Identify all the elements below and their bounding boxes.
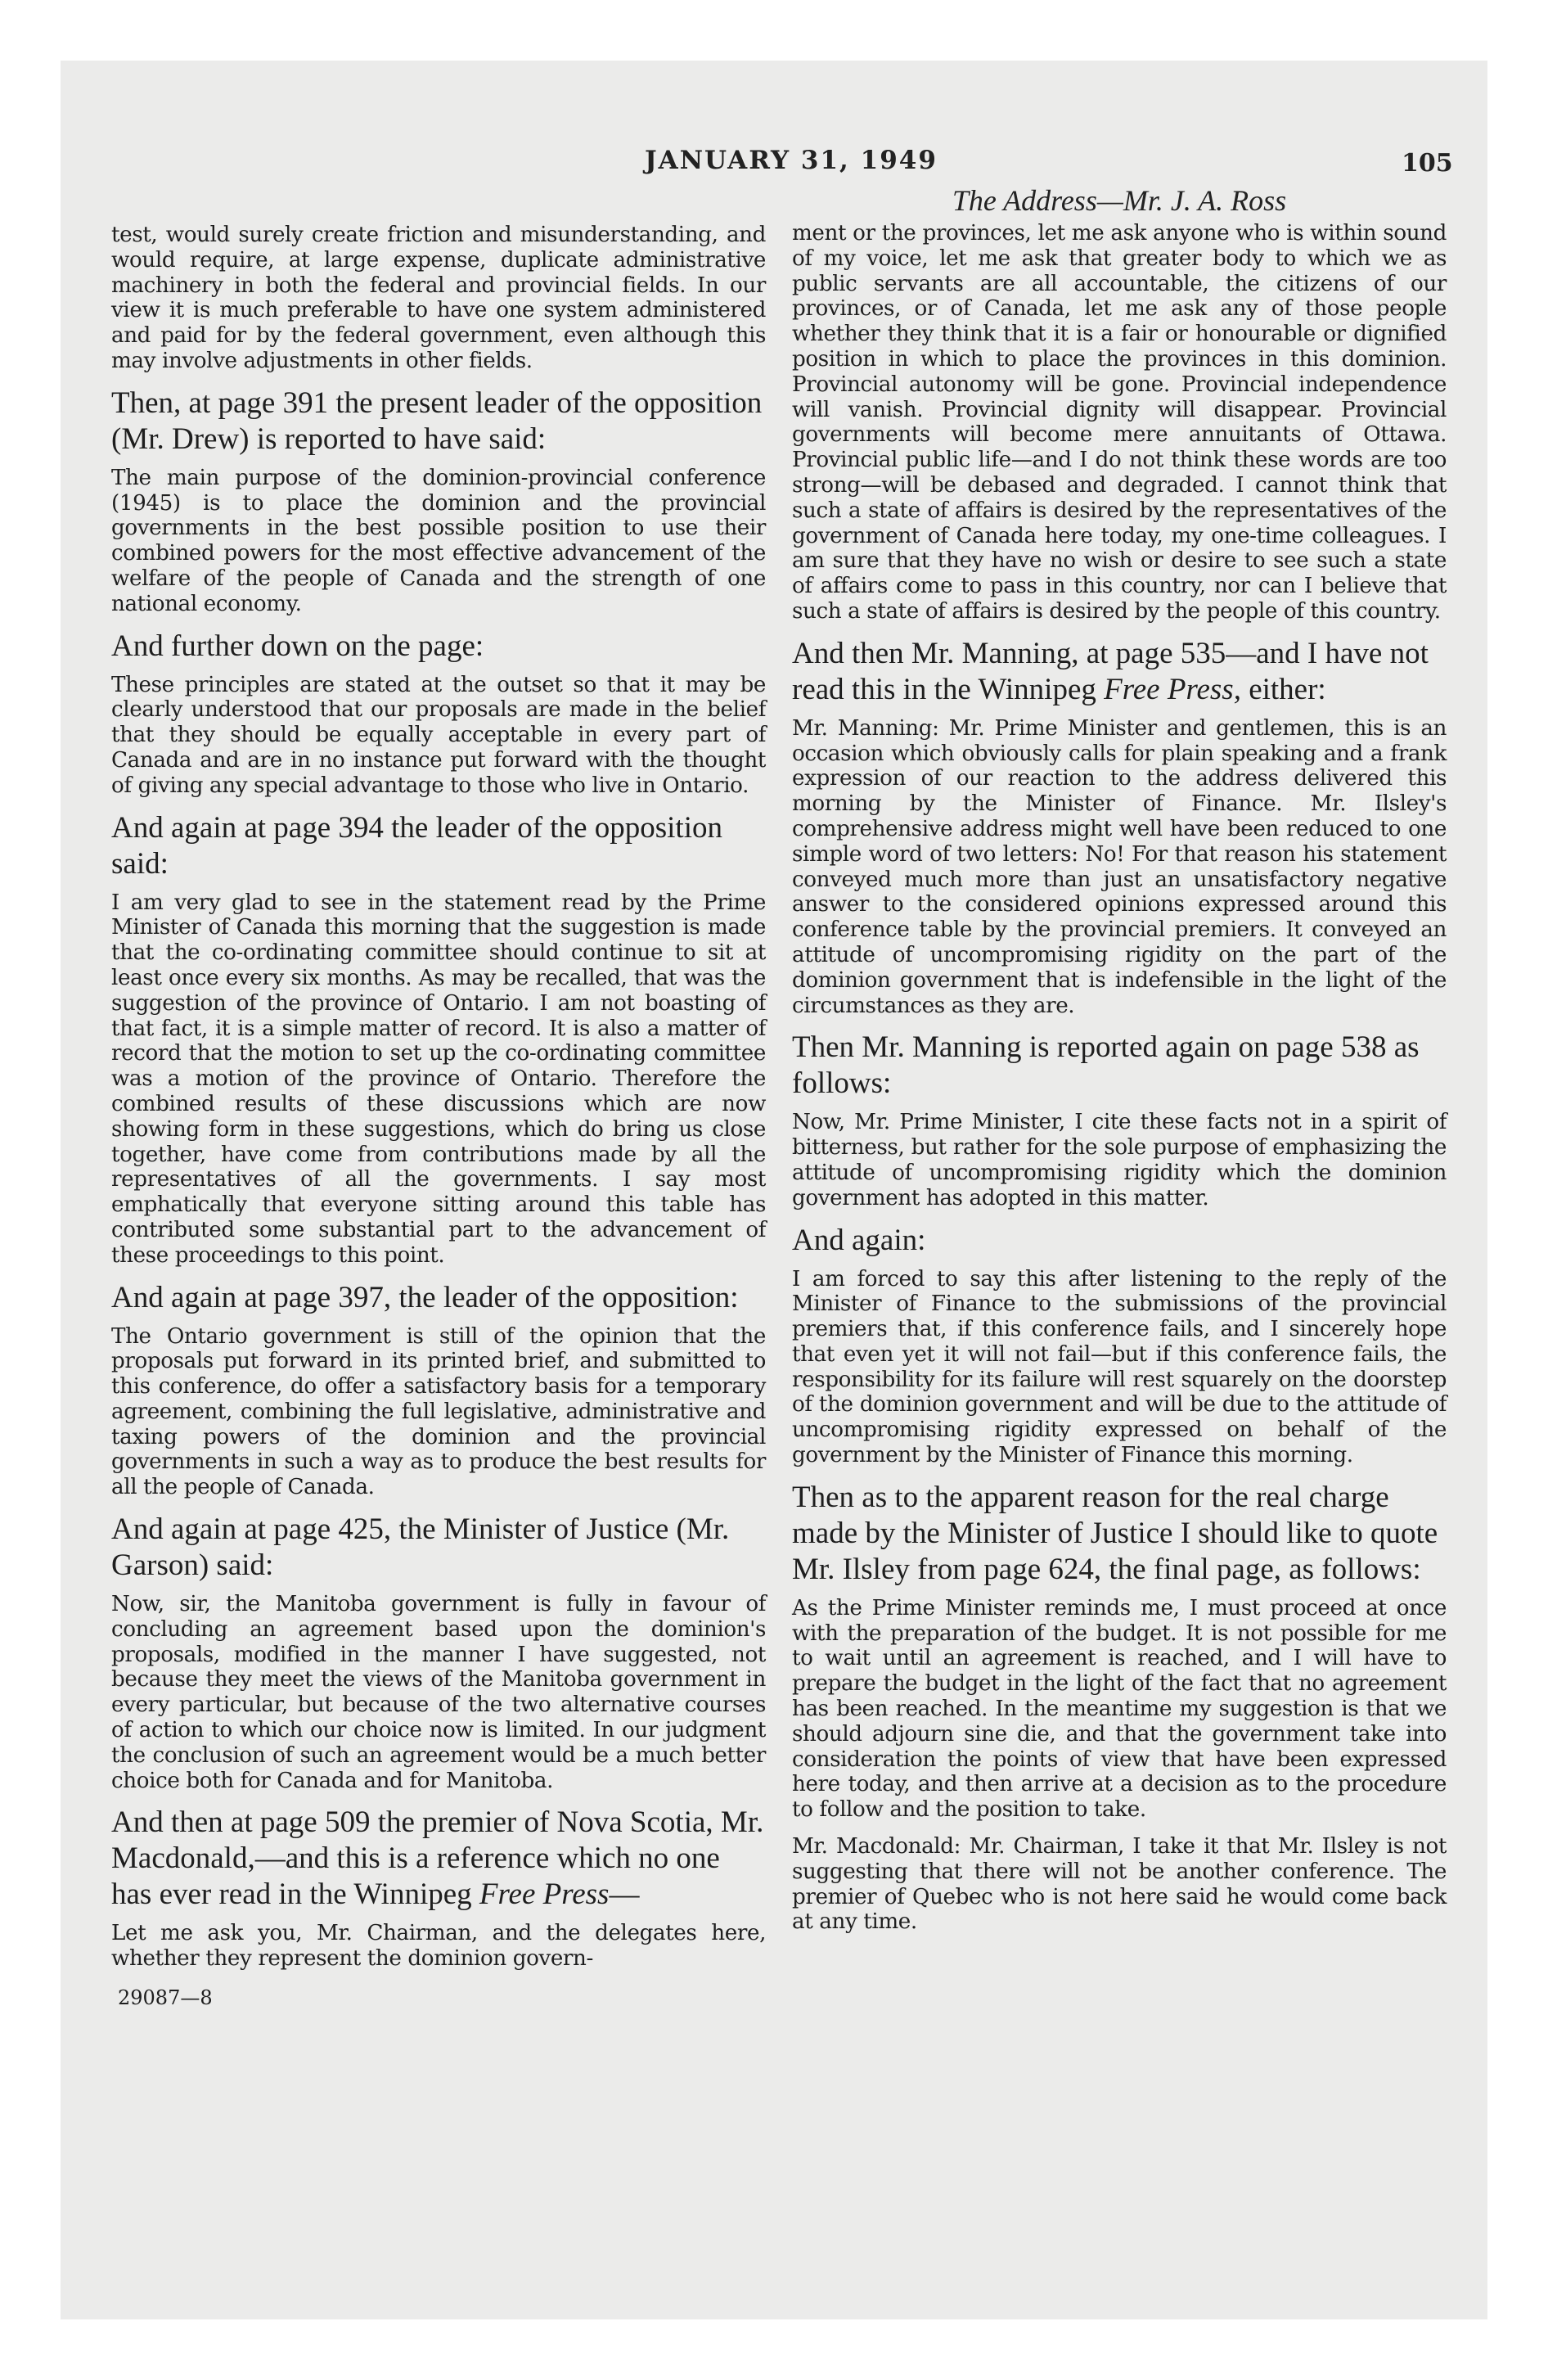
footer-code: 29087—8 bbox=[118, 1986, 213, 2010]
newspaper-title: Free Press, bbox=[1104, 672, 1241, 706]
speech-paragraph bbox=[111, 1805, 766, 1913]
speech-paragraph: And again at page 394 the leader of the opposition said: bbox=[111, 810, 722, 881]
quoted-paragraph: Mr. Manning: Mr. Prime Minister and gentlemen, this is an occasion which obviously calls for plain speaking and a frank expression of our reaction to the address delivered this morning by the Minister of Finance. Mr. Ilsley's comprehensive address might well have been reduced to one simple word of two letters: No! For that reason his statement conveyed much more than just an unsatisfactory negative answer to the considered opinions expressed around this conference table by the provincial premiers. It conveyed an attitude of uncompromising rigidity on the part of the dominion government that is indefensible in the light of the circumstances as they are. bbox=[792, 715, 1447, 1018]
quoted-paragraph: Let me ask you, Mr. Chairman, and the delegates here, whether they represent the dominion govern- bbox=[111, 1921, 766, 1972]
quoted-paragraph: I am very glad to see in the statement read by the Prime Minister of Canada this morning that the suggestion is made that the co-ordinating committee should continue to sit at least once every six months. As may be recalled, that was the suggestion of the province of Ontario. I am not boasting of that fact, it is a simple matter of record. It is also a matter of record that the motion to set up the co-ordinating committee was a motion of the province of Ontario. Therefore the combined results of these discussions which are now showing form in these suggestions, which do bring us close together, have come from contributions made by all the representatives of all the governments. I say most emphatically that everyone sitting around this table has contributed some substantial part to the advancement of these proceedings to this point. bbox=[111, 890, 766, 1268]
speech-paragraph: And again at page 425, the Minister of Justice (Mr. Garson) said: bbox=[111, 1512, 730, 1583]
speech-text: And then Mr. Manning, at page 535—and I have not read this in the Winnipeg bbox=[792, 636, 1429, 706]
right-column bbox=[792, 183, 1447, 1946]
speech-paragraph: And further down on the page: bbox=[111, 629, 484, 663]
speech-paragraph: Then as to the apparent reason for the real charge made by the Minister of Justice I should like to quote Mr. Ilsley from page 624, the final page, as follows: bbox=[792, 1480, 1438, 1586]
page-header-date: JANUARY 31, 1949 bbox=[645, 146, 938, 175]
quoted-paragraph: ment or the provinces, let me ask anyone who is within sound of my voice, let me ask that greater body to which we as public servants are all accountable, the citizens of our provinces, or of Canada, let me ask any of those people whether they think that it is a fair or honourable or dignified position in which to place the provinces in this dominion. Provincial autonomy will be gone. Provincial independence will vanish. Provincial dignity will disappear. Provincial governments will become mere annuitants of Ottawa. Provincial public life—and I do not think these words are too strong—will be debased and degraded. I cannot think that such a state of affairs is desired by the representatives of the government of Canada here today, my one-time colleagues. I am sure that they have no wish or desire to see such a state of affairs come to pass in this country, nor can I believe that such a state of affairs is desired by the people of this country. bbox=[792, 221, 1447, 624]
speech-paragraph: Then, at page 391 the present leader of the opposition (Mr. Drew) is reported to have said: bbox=[111, 385, 763, 456]
speech-text-tail: — bbox=[609, 1877, 640, 1912]
speech-text: And then at page 509 the premier of Nova Scotia, Mr. Macdonald,—and this is a reference which no one has ever read in the Winnipeg bbox=[111, 1805, 764, 1912]
quoted-paragraph: As the Prime Minister reminds me, I must proceed at once with the preparation of the budget. It is not possible for me to wait until an agreement is reached, and I will have to prepare the budget in the light of the fact that no agreement has been reached. In the meantime my suggestion is that we should adjourn sine die, and that the government take into consideration the points of view that have been expressed here today, and then arrive at a decision as to the procedure to follow and the position to take. bbox=[792, 1595, 1447, 1823]
quoted-paragraph: These principles are stated at the outset so that it may be clearly understood that our proposals are made in the belief that they should be equally acceptable in every part of Canada and are in no instance put forward with the thought of giving any special advantage to those who live in Ontario. bbox=[111, 672, 766, 798]
speech-paragraph: And again at page 397, the leader of the opposition: bbox=[111, 1280, 739, 1314]
quoted-paragraph: Mr. Macdonald: Mr. Chairman, I take it that Mr. Ilsley is not suggesting that there will not be another conference. The premier of Quebec who is not here said he would come back at any time. bbox=[792, 1834, 1447, 1935]
page-number: 105 bbox=[1402, 149, 1453, 178]
left-column bbox=[111, 223, 766, 2009]
quoted-paragraph: I am forced to say this after listening to the reply of the Minister of Finance to the submissions of the provincial premiers that, if this conference fails, and I sincerely hope that even yet it will not fail—but if this conference fails, the responsibility for its failure will rest squarely on the doorstep of the dominion government and will be due to the attitude of uncompromising rigidity expressed on behalf of the government by the Minister of Finance this morning. bbox=[792, 1266, 1447, 1468]
newspaper-title: Free Press bbox=[479, 1877, 610, 1912]
speech-text-tail: either: bbox=[1249, 672, 1326, 706]
quoted-paragraph: Now, sir, the Manitoba government is fully in favour of concluding an agreement based upon the dominion's proposals, modified in the manner I have suggested, not because they meet the views of the Manitoba government in every particular, but because of the two alternative courses of action to which our choice now is limited. In our judgment the conclusion of such an agreement would be a much better choice both for Canada and for Manitoba. bbox=[111, 1592, 766, 1793]
quoted-paragraph: test, would surely create friction and misunderstanding, and would require, at large expense, duplicate administrative machinery in both the federal and provincial fields. In our view it is much preferable to have one system administered and paid for by the federal government, even although this may involve adjustments in other fields. bbox=[111, 223, 766, 373]
speech-paragraph: Then Mr. Manning is reported again on page 538 as follows: bbox=[792, 1030, 1420, 1101]
speech-paragraph: And again: bbox=[792, 1223, 926, 1257]
running-head: The Address—Mr. J. A. Ross bbox=[952, 184, 1287, 217]
quoted-paragraph: Now, Mr. Prime Minister, I cite these facts not in a spirit of bitterness, but rather for the sole purpose of emphasizing the attitude of uncompromising rigidity which the dominion government has adopted in this matter. bbox=[792, 1110, 1447, 1210]
quoted-paragraph: The Ontario government is still of the opinion that the proposals put forward in its printed brief, and submitted to this conference, do offer a satisfactory basis for a temporary agreement, combining the full legislative, administrative and taxing powers of the dominion and the provincial governments in such a way as to produce the best results for all the people of Canada. bbox=[111, 1323, 766, 1500]
quoted-paragraph: The main purpose of the dominion-provincial conference (1945) is to place the dominion and the provincial governments in the best possible position to use their combined powers for the most effective advancement of the welfare of the people of Canada and the strength of one national economy. bbox=[111, 465, 766, 616]
speech-paragraph bbox=[792, 636, 1447, 708]
